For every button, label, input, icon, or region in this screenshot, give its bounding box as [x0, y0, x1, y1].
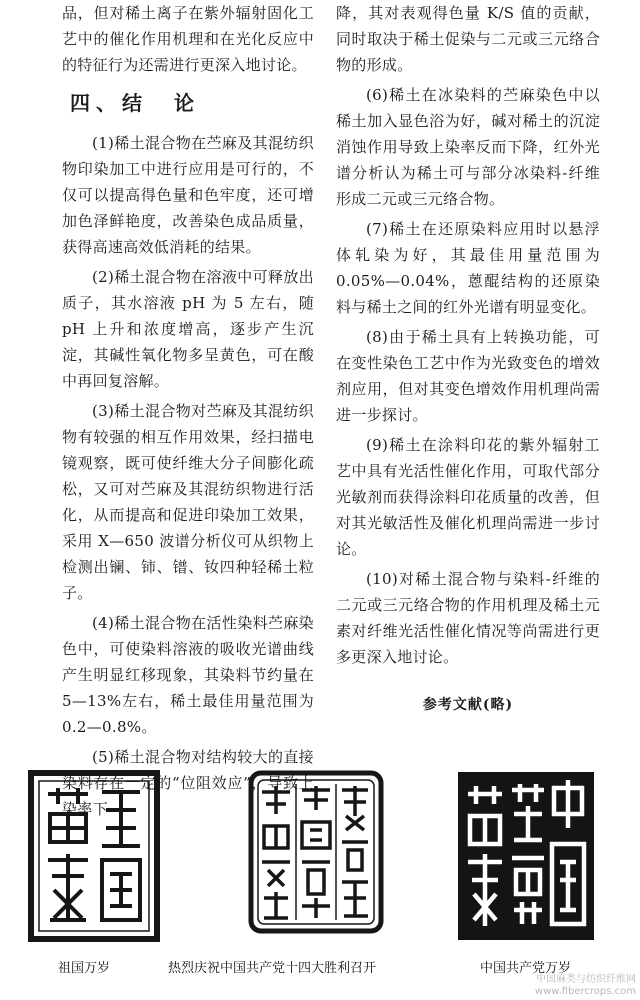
seal-fourteenth-congress-image	[248, 770, 384, 934]
conclusion-item-4: (4)稀土混合物在活性染料苎麻染色中，可使染料溶液的吸收光谱曲线产生明显红移现象，其染料节约量在 5—13%左右，稀土最佳用量范围为 0.2—0.8%。	[62, 614, 314, 736]
references-note: 参考文献(略)	[422, 697, 514, 713]
seal-fourteenth-congress	[168, 770, 384, 976]
item-5-continuation: 降，其对表观得色量 K/S 值的贡献，同时取决于稀土促染与二元或三元络合物的形成。	[336, 4, 600, 74]
conclusion-item-1: (1)稀土混合物在苎麻及其混纺织物印染加工中进行应用是可行的，不仅可以提高得色量和色牢度，还可增加色泽鲜艳度，改善染色成品质量，获得高速高效低消耗的结果。	[62, 134, 314, 256]
seal-zuguo-wansui	[28, 770, 160, 976]
section-title: 四、结 论	[70, 91, 200, 115]
seal-zuguo-wansui-image	[28, 770, 160, 942]
conclusion-item-2: (2)稀土混合物在溶液中可释放出质子，其水溶液 pH 为 5 左右，随 pH 上升和浓度增高，逐步产生沉淀，其碱性氧化物多呈黄色，可在酸中再回复溶解。	[62, 268, 314, 390]
conclusion-item-7: (7)稀土在还原染料应用时以悬浮体轧染为好，其最佳用量范围为 0.05%—0.04%，蒽醌结构的还原染料与稀土之间的红外光谱有明显变化。	[336, 220, 600, 316]
intro-continuation: 品，但对稀土离子在紫外辐射固化工艺中的催化作用机理和在光化反应中的特征行为还需进行更深入地讨论。	[62, 4, 314, 74]
conclusion-item-5: (5)稀土混合物对结构较大的直接染料存在一定的“位阻效应”，导致上染率下	[62, 748, 314, 818]
seal-row	[0, 770, 640, 1000]
left-column	[62, 0, 314, 826]
conclusion-item-3: (3)稀土混合物对苎麻及其混纺织物有较强的相互作用效果，经扫描电镜观察，既可使纤维大分子间膨化疏松，又可对苎麻及其混纺织物进行活化，从而提高和促进印染加工效果，采用 X—650 波谱分析仪可从织物上检测出镧、铈、镨、钕四种轻稀土粒子。	[62, 402, 314, 602]
conclusion-item-6: (6)稀土在冰染料的苎麻染色中以稀土加入显色浴为好，碱对稀土的沉淀消蚀作用导致上染率反而下降，红外光谱分析认为稀土可与部分冰染料-纤维形成二元或三元络合物。	[336, 86, 600, 208]
conclusion-item-10: (10)对稀土混合物与染料-纤维的二元或三元络合物的作用机理及稀土元素对纤维光活性催化情况等尚需进行更多更深入地讨论。	[336, 570, 600, 666]
right-column	[336, 0, 600, 718]
site-watermark	[535, 974, 636, 998]
seal-party-wansui	[456, 770, 596, 976]
conclusion-item-8: (8)由于稀土具有上转换功能，可在变性染色工艺中作为光致变色的增效剂应用，但对其变色增效作用机理尚需进一步探讨。	[336, 328, 600, 424]
watermark-line-1: 中国麻类与纺织纤维网	[536, 974, 636, 985]
watermark-line-2: www.fibercrops.com	[534, 986, 636, 997]
conclusion-item-9: (9)稀土在涂料印花的紫外辐射工艺中具有光活性催化作用，可取代部分光敏剂而获得涂料印花质量的改善，但对其光敏活性及催化机理尚需进一步讨论。	[336, 436, 600, 558]
seal-caption-2: 热烈庆祝中国共产党十四大胜利召开	[168, 961, 377, 976]
seal-caption-3: 中国共产党万岁	[480, 961, 572, 976]
seal-caption-1: 祖国万岁	[58, 961, 111, 976]
seal-party-wansui-image	[456, 770, 596, 942]
